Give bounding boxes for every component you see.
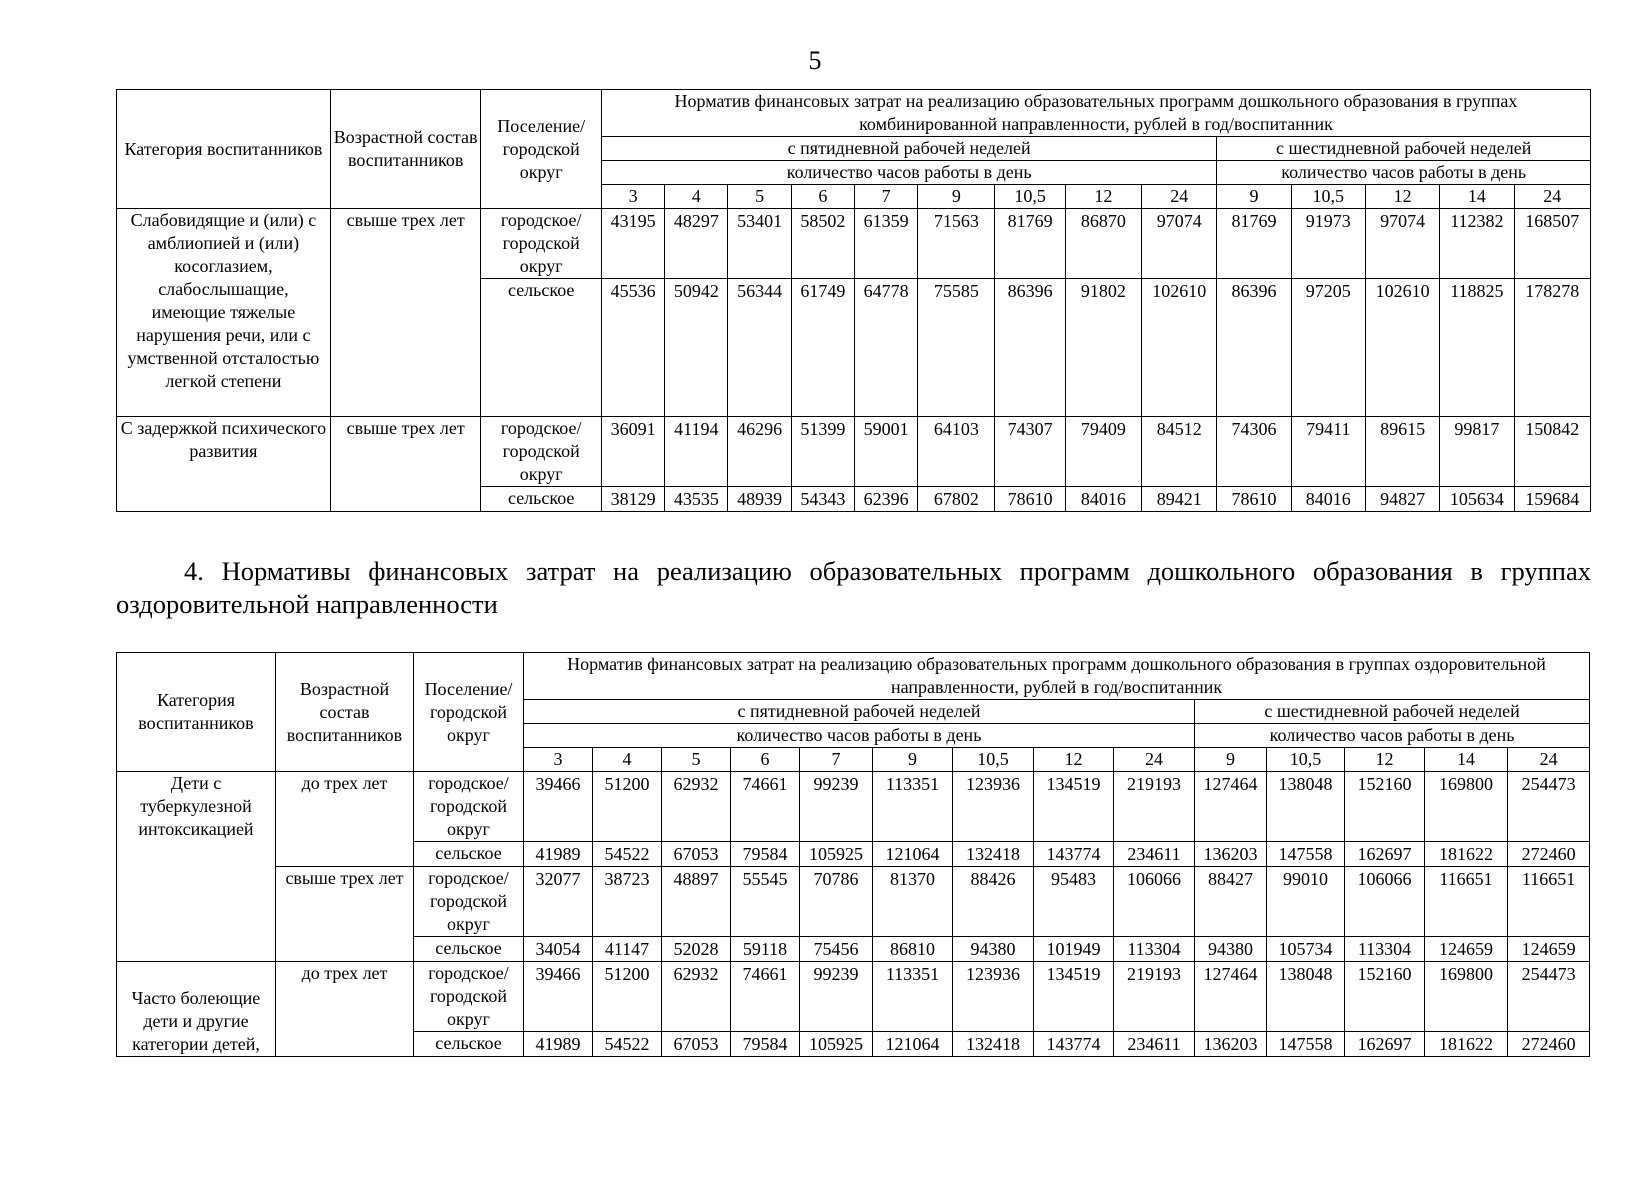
value-cell: 121064 — [873, 1032, 953, 1057]
value-cell: 62932 — [662, 772, 731, 842]
category-cell: Часто болеющие дети и другие категории детей, — [117, 962, 276, 1057]
value-cell: 97074 — [1142, 209, 1217, 279]
hours-header: 6 — [731, 748, 800, 772]
value-cell: 51399 — [791, 417, 854, 487]
value-cell: 48897 — [662, 867, 731, 937]
value-cell: 124659 — [1425, 937, 1508, 962]
value-cell: 41989 — [524, 1032, 593, 1057]
hours-header: 9 — [873, 748, 953, 772]
value-cell: 136203 — [1195, 1032, 1267, 1057]
value-cell: 105734 — [1267, 937, 1345, 962]
col-settlement-header: Поселение/ городской округ — [414, 653, 524, 772]
five-day-header: с пятидневной рабочей неделей — [524, 700, 1195, 724]
table-row — [117, 962, 1590, 1032]
settlement-cell: городское/ городской округ — [414, 962, 524, 1032]
age-cell: свыше трех лет — [330, 417, 481, 512]
value-cell: 150842 — [1514, 417, 1590, 487]
value-cell: 86396 — [1217, 279, 1291, 417]
settlement-cell: сельское — [414, 842, 524, 867]
value-cell: 94380 — [1195, 937, 1267, 962]
value-cell: 89615 — [1365, 417, 1439, 487]
value-cell: 105925 — [800, 842, 873, 867]
value-cell: 48297 — [665, 209, 728, 279]
value-cell: 62396 — [854, 487, 917, 512]
hours-header: 10,5 — [953, 748, 1034, 772]
value-cell: 75585 — [918, 279, 995, 417]
value-cell: 123936 — [953, 772, 1034, 842]
value-cell: 116651 — [1425, 867, 1508, 937]
value-cell: 101949 — [1034, 937, 1114, 962]
hours-header: 9 — [918, 185, 995, 209]
value-cell: 143774 — [1034, 1032, 1114, 1057]
section-heading: 4. Нормативы финансовых затрат на реализацию образовательных программ дошкольного образования в группах оздоровительной направленности — [116, 556, 1591, 619]
category-cell: С задержкой психического развития — [117, 417, 331, 512]
page-number: 5 — [808, 46, 822, 75]
value-cell: 84512 — [1142, 417, 1217, 487]
combined-norms-table — [116, 89, 1591, 512]
value-cell: 254473 — [1508, 962, 1590, 1032]
value-cell: 99010 — [1267, 867, 1345, 937]
value-cell: 54522 — [593, 842, 662, 867]
hours-header: 6 — [791, 185, 854, 209]
settlement-cell: городское/ городской округ — [414, 867, 524, 937]
value-cell: 78610 — [1217, 487, 1291, 512]
settlement-cell: городское/ городской округ — [414, 772, 524, 842]
value-cell: 79411 — [1291, 417, 1365, 487]
value-cell: 254473 — [1508, 772, 1590, 842]
value-cell: 105634 — [1440, 487, 1514, 512]
hours-header: 24 — [1114, 748, 1195, 772]
value-cell: 91802 — [1065, 279, 1141, 417]
value-cell: 234611 — [1114, 842, 1195, 867]
value-cell: 113351 — [873, 772, 953, 842]
health-norms-table — [116, 652, 1590, 1057]
hours-per-day-header: количество часов работы в день — [524, 724, 1195, 748]
value-cell: 39466 — [524, 772, 593, 842]
value-cell: 136203 — [1195, 842, 1267, 867]
value-cell: 134519 — [1034, 772, 1114, 842]
hours-header: 24 — [1514, 185, 1590, 209]
five-day-header: с пятидневной рабочей неделей — [601, 137, 1216, 161]
value-cell: 123936 — [953, 962, 1034, 1032]
value-cell: 134519 — [1034, 962, 1114, 1032]
settlement-cell: сельское — [414, 937, 524, 962]
value-cell: 234611 — [1114, 1032, 1195, 1057]
value-cell: 70786 — [800, 867, 873, 937]
table-title: Норматив финансовых затрат на реализацию образовательных программ дошкольного образования в группах оздоровительной направленности, рублей в год/воспитанник — [524, 653, 1590, 700]
value-cell: 84016 — [1065, 487, 1141, 512]
value-cell: 41989 — [524, 842, 593, 867]
value-cell: 53401 — [728, 209, 791, 279]
hours-header: 7 — [854, 185, 917, 209]
hours-header: 9 — [1195, 748, 1267, 772]
col-settlement-header: Поселение/ городской округ — [481, 90, 601, 209]
value-cell: 106066 — [1114, 867, 1195, 937]
value-cell: 54522 — [593, 1032, 662, 1057]
value-cell: 112382 — [1440, 209, 1514, 279]
col-age-header: Возрастной состав воспитанников — [276, 653, 414, 772]
settlement-cell: сельское — [414, 1032, 524, 1057]
hours-header: 12 — [1365, 185, 1439, 209]
value-cell: 38723 — [593, 867, 662, 937]
value-cell: 41147 — [593, 937, 662, 962]
col-category-header: Категория воспитанников — [117, 653, 276, 772]
value-cell: 62932 — [662, 962, 731, 1032]
value-cell: 36091 — [601, 417, 664, 487]
value-cell: 169800 — [1425, 962, 1508, 1032]
value-cell: 97205 — [1291, 279, 1365, 417]
hours-header: 14 — [1425, 748, 1508, 772]
value-cell: 86870 — [1065, 209, 1141, 279]
value-cell: 45536 — [601, 279, 664, 417]
value-cell: 79584 — [731, 1032, 800, 1057]
hours-per-day-header: количество часов работы в день — [1217, 161, 1591, 185]
table-title: Норматив финансовых затрат на реализацию образовательных программ дошкольного образования в группах комбинированной направленности, рублей в год/воспитанник — [601, 90, 1590, 137]
category-cell: Дети с туберкулезной интоксикацией — [117, 772, 276, 962]
value-cell: 88426 — [953, 867, 1034, 937]
value-cell: 86396 — [995, 279, 1065, 417]
value-cell: 74307 — [995, 417, 1065, 487]
value-cell: 94380 — [953, 937, 1034, 962]
hours-per-day-header: количество часов работы в день — [601, 161, 1216, 185]
value-cell: 74661 — [731, 962, 800, 1032]
value-cell: 132418 — [953, 1032, 1034, 1057]
value-cell: 102610 — [1365, 279, 1439, 417]
hours-header: 12 — [1065, 185, 1141, 209]
hours-header: 3 — [524, 748, 593, 772]
hours-per-day-header: количество часов работы в день — [1195, 724, 1590, 748]
age-cell: свыше трех лет — [330, 209, 481, 417]
value-cell: 39466 — [524, 962, 593, 1032]
value-cell: 181622 — [1425, 842, 1508, 867]
value-cell: 78610 — [995, 487, 1065, 512]
settlement-cell: сельское — [481, 279, 601, 417]
value-cell: 116651 — [1508, 867, 1590, 937]
col-age-header: Возрастной состав воспитанников — [330, 90, 481, 209]
value-cell: 43535 — [665, 487, 728, 512]
value-cell: 86810 — [873, 937, 953, 962]
value-cell: 61749 — [791, 279, 854, 417]
value-cell: 81370 — [873, 867, 953, 937]
table-row — [117, 417, 1591, 487]
value-cell: 138048 — [1267, 962, 1345, 1032]
value-cell: 59118 — [731, 937, 800, 962]
value-cell: 88427 — [1195, 867, 1267, 937]
value-cell: 71563 — [918, 209, 995, 279]
value-cell: 127464 — [1195, 772, 1267, 842]
value-cell: 152160 — [1345, 772, 1425, 842]
hours-header: 10,5 — [995, 185, 1065, 209]
hours-header: 5 — [662, 748, 731, 772]
age-cell: свыше трех лет — [276, 867, 414, 962]
value-cell: 178278 — [1514, 279, 1590, 417]
age-cell: до трех лет — [276, 772, 414, 867]
value-cell: 34054 — [524, 937, 593, 962]
hours-header: 24 — [1508, 748, 1590, 772]
value-cell: 64103 — [918, 417, 995, 487]
hours-header: 5 — [728, 185, 791, 209]
value-cell: 169800 — [1425, 772, 1508, 842]
hours-header: 12 — [1034, 748, 1114, 772]
value-cell: 113351 — [873, 962, 953, 1032]
value-cell: 79584 — [731, 842, 800, 867]
value-cell: 147558 — [1267, 1032, 1345, 1057]
value-cell: 61359 — [854, 209, 917, 279]
value-cell: 74306 — [1217, 417, 1291, 487]
value-cell: 181622 — [1425, 1032, 1508, 1057]
value-cell: 124659 — [1508, 937, 1590, 962]
value-cell: 38129 — [601, 487, 664, 512]
value-cell: 51200 — [593, 772, 662, 842]
category-cell: Слабовидящие и (или) с амблиопией и (или) косоглазием, слабослышащие, имеющие тяжелые нарушения речи, или с умственной отсталостью легкой степени — [117, 209, 331, 417]
hours-header: 14 — [1440, 185, 1514, 209]
value-cell: 32077 — [524, 867, 593, 937]
value-cell: 84016 — [1291, 487, 1365, 512]
value-cell: 162697 — [1345, 842, 1425, 867]
hours-header: 9 — [1217, 185, 1291, 209]
value-cell: 121064 — [873, 842, 953, 867]
value-cell: 56344 — [728, 279, 791, 417]
age-cell: до трех лет — [276, 962, 414, 1057]
settlement-cell: городское/ городской округ — [481, 417, 601, 487]
value-cell: 113304 — [1114, 937, 1195, 962]
value-cell: 59001 — [854, 417, 917, 487]
value-cell: 50942 — [665, 279, 728, 417]
hours-header: 7 — [800, 748, 873, 772]
table-row — [117, 209, 1591, 279]
value-cell: 272460 — [1508, 1032, 1590, 1057]
hours-header: 24 — [1142, 185, 1217, 209]
value-cell: 219193 — [1114, 772, 1195, 842]
value-cell: 51200 — [593, 962, 662, 1032]
value-cell: 127464 — [1195, 962, 1267, 1032]
value-cell: 75456 — [800, 937, 873, 962]
value-cell: 41194 — [665, 417, 728, 487]
table-row — [117, 772, 1590, 842]
value-cell: 81769 — [995, 209, 1065, 279]
value-cell: 105925 — [800, 1032, 873, 1057]
value-cell: 95483 — [1034, 867, 1114, 937]
value-cell: 99817 — [1440, 417, 1514, 487]
hours-header: 3 — [601, 185, 664, 209]
hours-header: 10,5 — [1291, 185, 1365, 209]
value-cell: 152160 — [1345, 962, 1425, 1032]
value-cell: 143774 — [1034, 842, 1114, 867]
value-cell: 162697 — [1345, 1032, 1425, 1057]
value-cell: 168507 — [1514, 209, 1590, 279]
six-day-header: с шестидневной рабочей неделей — [1217, 137, 1591, 161]
value-cell: 99239 — [800, 962, 873, 1032]
value-cell: 118825 — [1440, 279, 1514, 417]
value-cell: 48939 — [728, 487, 791, 512]
hours-header: 4 — [665, 185, 728, 209]
table-row — [117, 867, 1590, 937]
settlement-cell: сельское — [481, 487, 601, 512]
value-cell: 272460 — [1508, 842, 1590, 867]
value-cell: 81769 — [1217, 209, 1291, 279]
value-cell: 132418 — [953, 842, 1034, 867]
value-cell: 58502 — [791, 209, 854, 279]
value-cell: 74661 — [731, 772, 800, 842]
value-cell: 97074 — [1365, 209, 1439, 279]
value-cell: 219193 — [1114, 962, 1195, 1032]
col-category-header: Категория воспитанников — [117, 90, 331, 209]
value-cell: 52028 — [662, 937, 731, 962]
value-cell: 113304 — [1345, 937, 1425, 962]
settlement-cell: городское/ городской округ — [481, 209, 601, 279]
value-cell: 159684 — [1514, 487, 1590, 512]
hours-header: 4 — [593, 748, 662, 772]
value-cell: 99239 — [800, 772, 873, 842]
value-cell: 64778 — [854, 279, 917, 417]
value-cell: 89421 — [1142, 487, 1217, 512]
value-cell: 43195 — [601, 209, 664, 279]
value-cell: 67802 — [918, 487, 995, 512]
value-cell: 102610 — [1142, 279, 1217, 417]
value-cell: 138048 — [1267, 772, 1345, 842]
value-cell: 79409 — [1065, 417, 1141, 487]
value-cell: 106066 — [1345, 867, 1425, 937]
hours-header: 10,5 — [1267, 748, 1345, 772]
value-cell: 67053 — [662, 842, 731, 867]
value-cell: 67053 — [662, 1032, 731, 1057]
value-cell: 91973 — [1291, 209, 1365, 279]
six-day-header: с шестидневной рабочей неделей — [1195, 700, 1590, 724]
value-cell: 147558 — [1267, 842, 1345, 867]
value-cell: 94827 — [1365, 487, 1439, 512]
value-cell: 54343 — [791, 487, 854, 512]
value-cell: 55545 — [731, 867, 800, 937]
value-cell: 46296 — [728, 417, 791, 487]
hours-header: 12 — [1345, 748, 1425, 772]
